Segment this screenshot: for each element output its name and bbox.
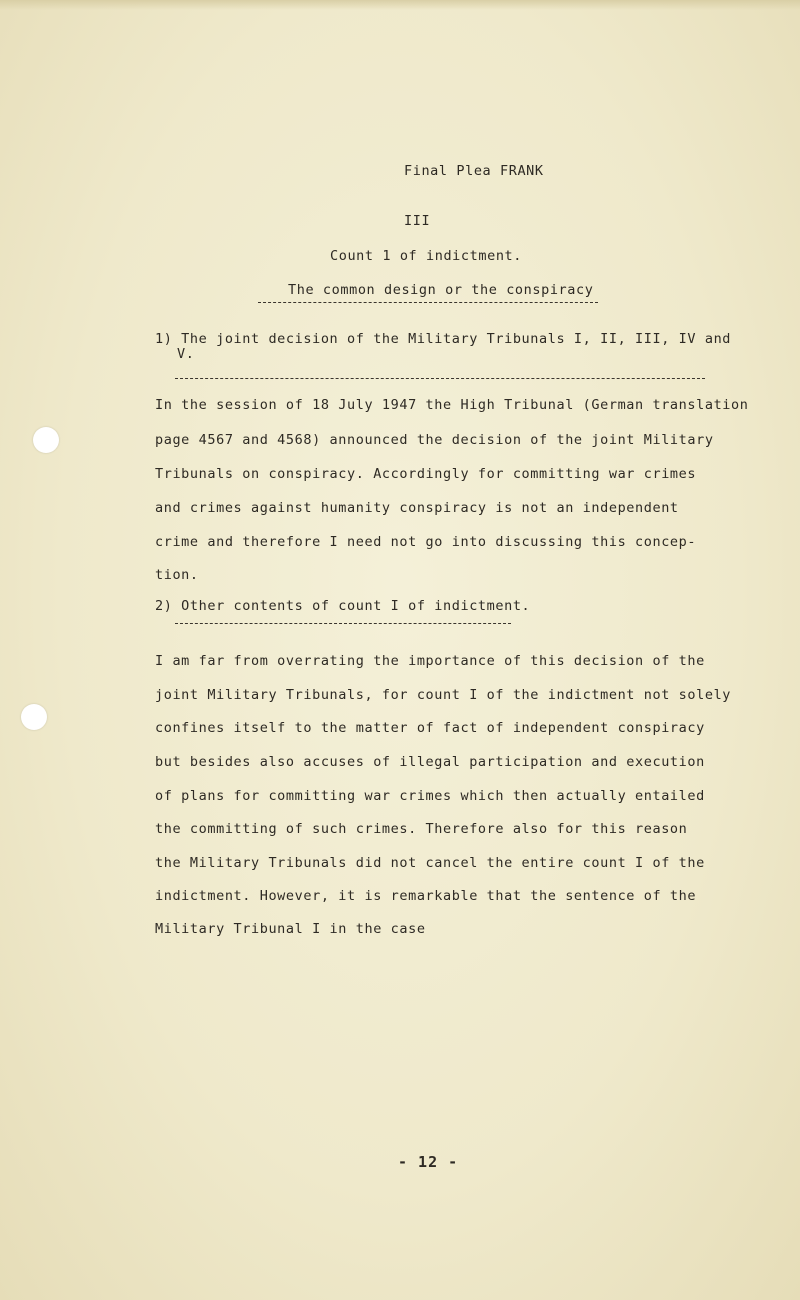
page-edge-shadow — [0, 0, 800, 10]
paragraph-line: In the session of 18 July 1947 the High Tribunal (German translation — [155, 397, 749, 413]
page-number: - 12 - — [398, 1153, 459, 1171]
section2-heading: 2) Other contents of count I of indictment. — [155, 598, 531, 614]
paragraph-line: joint Military Tribunals, for count I of the indictment not solely — [155, 687, 732, 703]
paragraph-line: of plans for committing war crimes which then actually entailed — [155, 788, 705, 804]
paragraph-line: Military Tribunal I in the case — [155, 921, 426, 937]
paragraph-line: crime and therefore I need not go into discussing this concep- — [155, 534, 697, 550]
paragraph-line: and crimes against humanity conspiracy is not an independent — [155, 500, 679, 516]
section2-heading-underline — [175, 623, 511, 624]
document-title: Final Plea FRANK — [404, 163, 544, 179]
paragraph-line: Tribunals on conspiracy. Accordingly for committing war crimes — [155, 466, 697, 482]
subheading: The common design or the conspiracy — [288, 282, 594, 298]
punch-hole — [21, 704, 47, 730]
paragraph-line: the Military Tribunals did not cancel the entire count I of the — [155, 855, 705, 871]
section1-heading-line1: 1) The joint decision of the Military Tribunals I, II, III, IV and — [155, 331, 732, 347]
section-number: III — [404, 213, 431, 229]
paragraph-line: I am far from overrating the importance of this decision of the — [155, 653, 705, 669]
paragraph-line: indictment. However, it is remarkable that the sentence of the — [155, 888, 697, 904]
count-heading: Count 1 of indictment. — [330, 248, 523, 264]
paragraph-line: the committing of such crimes. Therefore also for this reason — [155, 821, 688, 837]
subheading-underline — [258, 302, 598, 303]
punch-hole — [33, 427, 59, 453]
section1-heading-underline — [175, 378, 705, 379]
section1-heading-line2: V. — [177, 346, 195, 362]
paragraph-line: page 4567 and 4568) announced the decision of the joint Military — [155, 432, 714, 448]
paragraph-line: tion. — [155, 567, 199, 583]
paragraph-line: confines itself to the matter of fact of independent conspiracy — [155, 720, 705, 736]
paragraph-line: but besides also accuses of illegal participation and execution — [155, 754, 705, 770]
